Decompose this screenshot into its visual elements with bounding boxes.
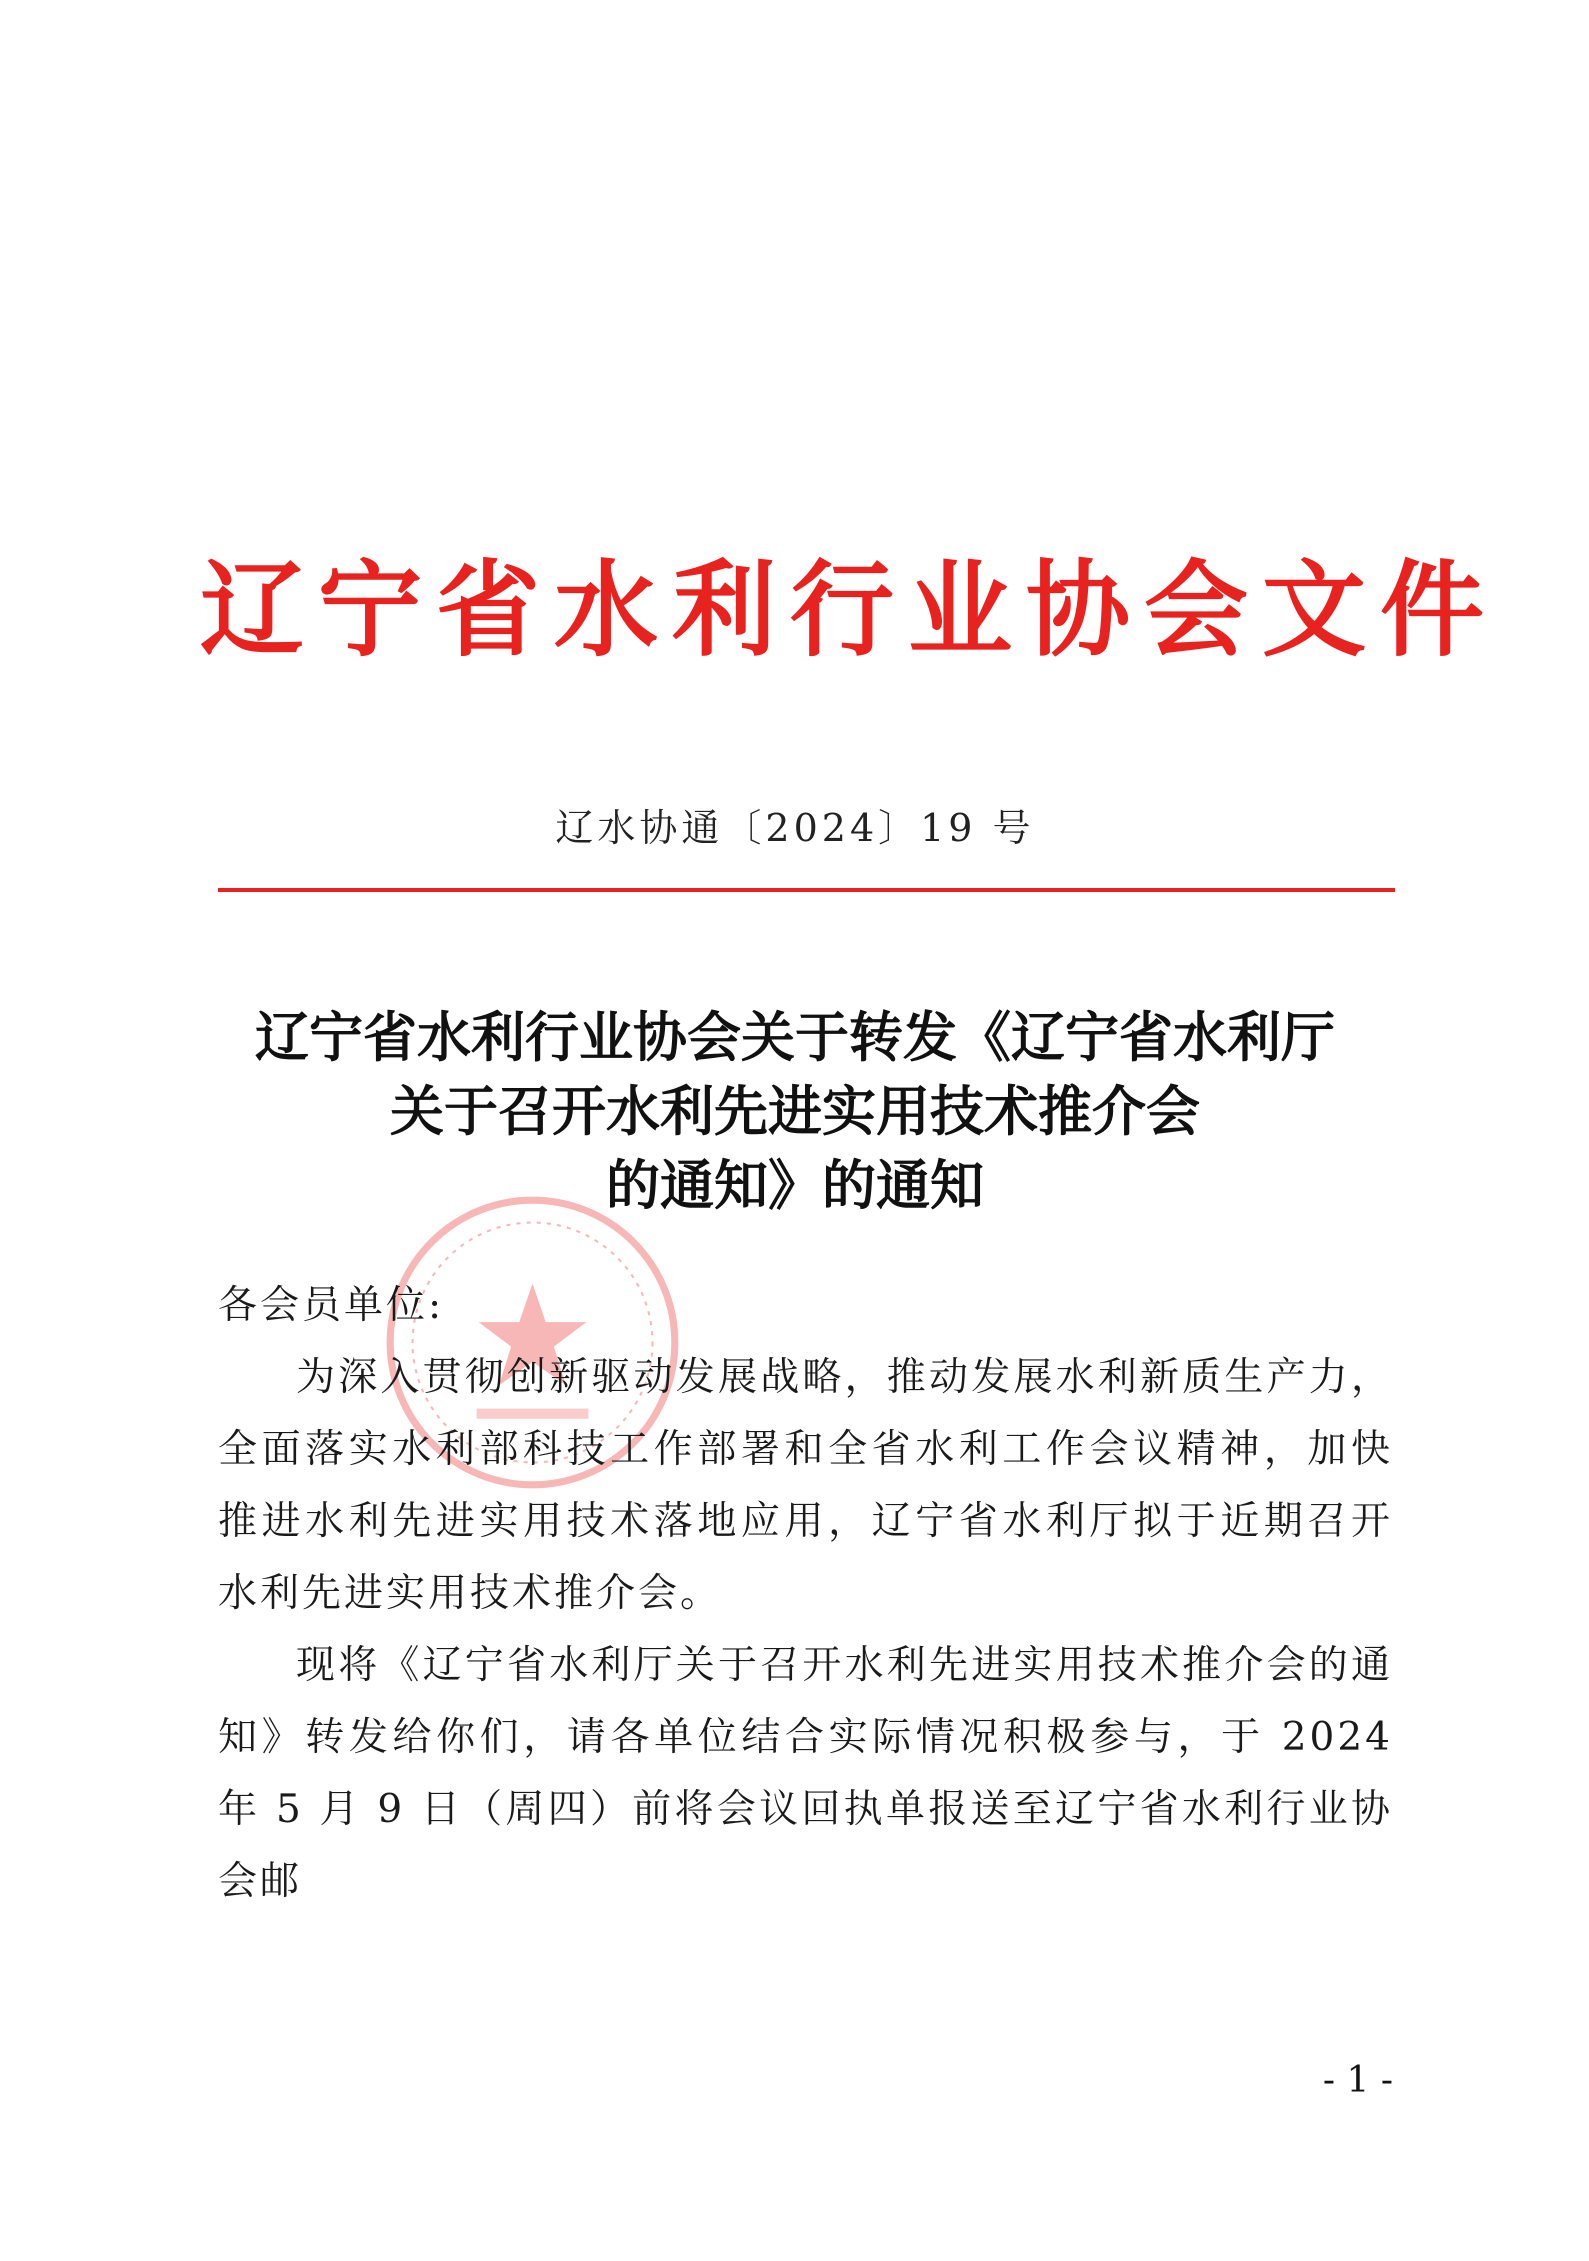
notice-title-line: 的通知》的通知: [606, 1153, 984, 1217]
notice-title: [180, 1000, 1410, 1222]
body-paragraph: 为深入贯彻创新驱动发展战略，推动发展水利新质生产力，全面落实水利部科技工作部署和全省水利工作会议精神，加快推进水利先进实用技术落地应用，辽宁省水利厅拟于近期召开水利先进实用技术推介会。: [218, 1355, 1393, 1616]
document-number: 辽水协通〔2024〕19 号: [555, 806, 1035, 850]
issuer-title: 辽宁省水利行业协会文件: [200, 548, 1499, 671]
body-paragraph: 现将《辽宁省水利厅关于召开水利先进实用技术推介会的通知》转发给你们，请各单位结合实际情况积极参与，于 2024 年 5 月 9 日（周四）前将会议回执单报送至辽宁省水利行业协会邮: [218, 1643, 1393, 1904]
page-number: - 1 -: [1322, 2060, 1393, 2101]
salutation: 各会员单位:: [218, 1283, 445, 1328]
red-divider: [218, 888, 1395, 892]
notice-title-line: 关于召开水利先进实用技术推介会: [390, 1079, 1200, 1143]
notice-title-line: 辽宁省水利行业协会关于转发《辽宁省水利厅: [255, 1005, 1335, 1069]
notice-body: [218, 1270, 1393, 1918]
